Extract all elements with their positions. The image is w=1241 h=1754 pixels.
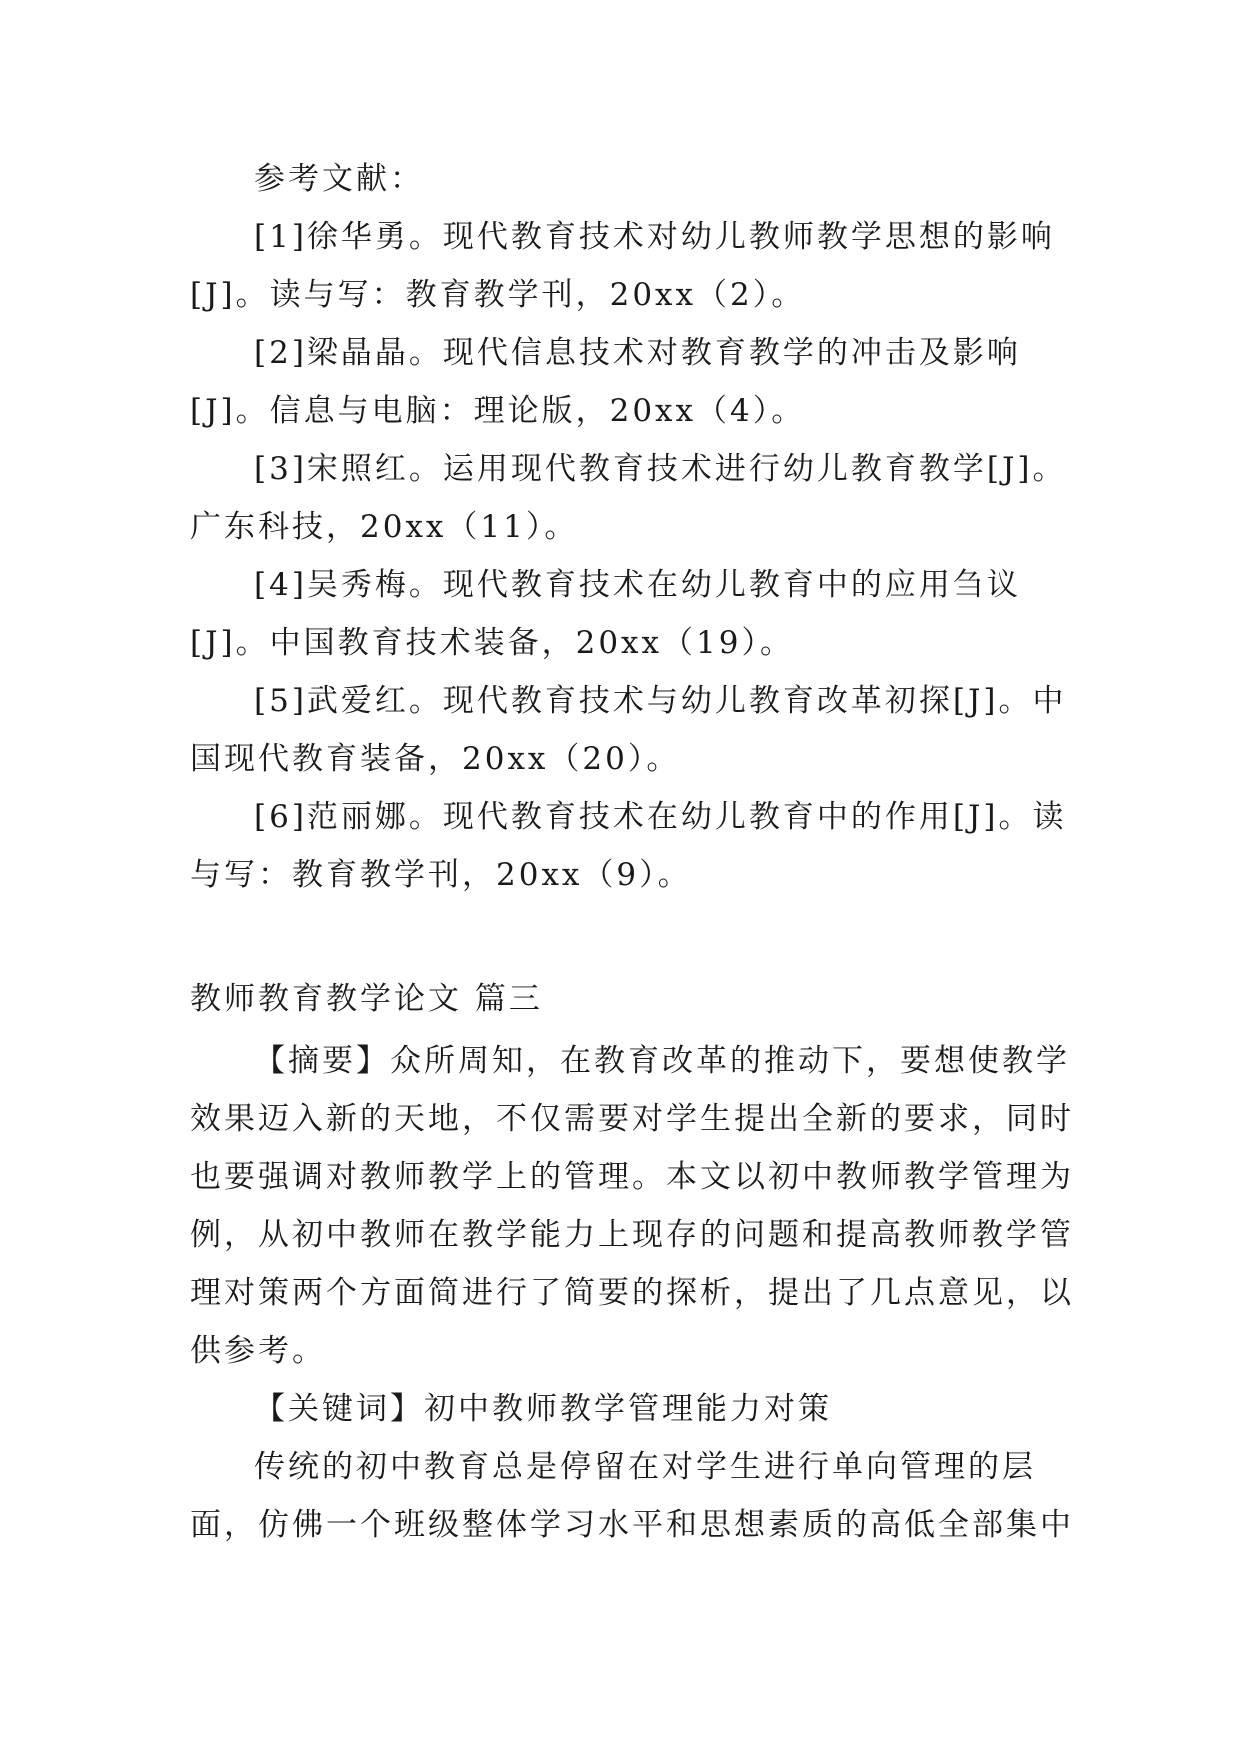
references-section <box>190 150 1067 904</box>
reference-5-line1: [5]武爱红。现代教育技术与幼儿教育改革初探[J]。中 <box>254 683 1067 719</box>
references-title: 参考文献： <box>254 161 424 197</box>
reference-5-line2: 国现代教育装备，20xx（20）。 <box>190 741 681 777</box>
reference-6-line2: 与写：教育教学刊，20xx（9）。 <box>190 857 692 893</box>
abstract-line: 效果迈入新的天地，不仅需要对学生提出全新的要求，同时 <box>190 1101 1074 1137</box>
reference-3-line2: 广东科技，20xx（11）。 <box>190 509 579 545</box>
abstract-section <box>190 1032 1074 1554</box>
reference-6-line1: [6]范丽娜。现代教育技术在幼儿教育中的作用[J]。读 <box>254 799 1067 835</box>
keywords-line: 【关键词】初中教师教学管理能力对策 <box>254 1391 832 1427</box>
reference-4-line1: [4]吴秀梅。现代教育技术在幼儿教育中的应用刍议 <box>254 567 1021 603</box>
abstract-line: 理对策两个方面简进行了简要的探析，提出了几点意见，以 <box>190 1275 1074 1311</box>
abstract-line: 例，从初中教师在教学能力上现存的问题和提高教师教学管 <box>190 1217 1074 1253</box>
reference-2-line2: [J]。信息与电脑：理论版，20xx（4）。 <box>190 393 806 429</box>
abstract-line: 供参考。 <box>190 1333 326 1369</box>
abstract-line: 【摘要】众所周知，在教育改革的推动下，要想使教学 <box>254 1043 1070 1079</box>
section-heading: 教师教育教学论文 篇三 <box>190 981 543 1017</box>
abstract-line: 也要强调对教师教学上的管理。本文以初中教师教学管理为 <box>190 1159 1074 1195</box>
body-line: 传统的初中教育总是停留在对学生进行单向管理的层 <box>254 1449 1036 1485</box>
body-line: 面，仿佛一个班级整体学习水平和思想素质的高低全部集中 <box>190 1507 1074 1543</box>
reference-1-line2: [J]。读与写：教育教学刊，20xx（2）。 <box>190 277 806 313</box>
reference-4-line2: [J]。中国教育技术装备，20xx（19）。 <box>190 625 794 661</box>
reference-3-line1: [3]宋照红。运用现代教育技术进行幼儿教育教学[J]。 <box>254 451 1067 487</box>
reference-1-line1: [1]徐华勇。现代教育技术对幼儿教师教学思想的影响 <box>254 219 1055 255</box>
reference-2-line1: [2]梁晶晶。现代信息技术对教育教学的冲击及影响 <box>254 335 1021 371</box>
